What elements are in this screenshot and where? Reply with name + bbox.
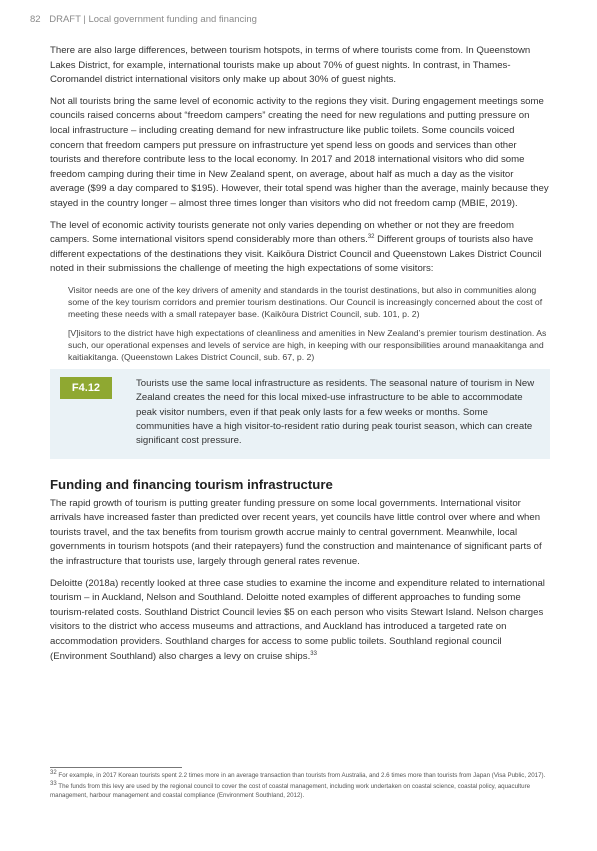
block-quote: [V]isitors to the district have high expectations of cleanliness and amenities in New Zealand’s premier tourism destination. As such, our operational expenses and levels of service are high, in keeping with our responsibilities around manaakitanga and kaitiakitanga. (Queenstown Lakes District Council, sub. 67, p. 2) [68,327,547,362]
running-title: DRAFT | Local government funding and financing [49,14,257,25]
footnote [50,769,550,780]
paragraph [50,577,550,665]
footnote-text: For example, in 2017 Korean tourists spent 2.2 times more in an average transaction than tourists from Australia, and 2.6 times more than tourists from Japan (Visa Public, 2017). [58,772,546,779]
footnotes [50,769,550,803]
finding-label: F4.12 [60,377,112,399]
footnote-ref[interactable]: 32 [367,233,375,240]
footnote-text: The funds from this levy are used by the regional council to cover the cost of coastal management, including work undertaken on coastal science, coastal policy, aquaculture management, harbour management and coastal compliance (Environment Southland, 2012). [50,783,531,799]
finding-text: Tourists use the same local infrastructure as residents. The seasonal nature of tourism in New Zealand creates the need for this local mixed-use infrastructure to be able to accommodate peak visitor numbers, even if that peak only lasts for a few weeks or months. Some communities have a high visitor-to-resident ratio during peak tourist season, which can create significant cost pressure. [136,378,535,447]
footnote-ref[interactable]: 33 [310,650,317,657]
paragraph-text: Deloitte (2018a) recently looked at three case studies to examine the income and expenditure related to international tourism – in Auckland, Nelson and Southland. Deloitte noted examples of different approaches to funding some tourism-related costs. Southland District Council levies $5 on each person who visits Stewart Island. Nelson charges visitors to the district who access museums and attractions, and Auckland has introduced a targeted rate on accommodation providers. Southland charges for access to some public toilets. Southland regional council (Environment Southland) also charges a levy on cruise ships. [50,577,545,662]
page-number: 82 [30,14,41,25]
footnote-number: 33 [50,781,57,788]
paragraph-text: Different groups of tourists also have different expectations of the destinations they visit. Kaikōura District Council and Queenstown Lakes District Council noted in their submissions the challenge of meeting the high expectations of some visitors: [50,234,542,275]
paragraph [50,219,550,277]
footnote-number: 32 [50,769,57,776]
footnote [50,783,550,800]
page-content [50,44,550,671]
running-header [30,14,257,25]
paragraph: There are also large differences, between tourism hotspots, in terms of where tourists come from. In Queenstown Lakes District, for example, international tourists make up about 70% of guest nights. In contrast, in Thames-Coromandel district international visitors only make up about 30% of guest nights. [50,45,531,86]
footnote-divider [50,767,182,768]
paragraph-text: The level of economic activity tourists generate not only varies depending on whether or not they are freedom campers. Some international visitors spend considerably more than others. [50,219,514,246]
finding-box [50,369,550,458]
paragraph: Not all tourists bring the same level of economic activity to the regions they visit. During engagement meetings some councils raised concerns about “freedom campers” creating the need for new regulations and putting pressure on local infrastructure – including creating demand for new infrastructure like public toilets. Some councils voiced concern that freedom campers put pressure on infrastructure yet spend less on goods and services than other tourists and therefore contribute less to the local economy. In 2017 and 2018 international visitors who did some freedom camping during their time in New Zealand spent, on average, about half as much a day as the visitor average ($99 a day compared to $195). However, their total spend was higher than the average, mainly because they stayed in the country longer – almost three times longer than visitors who did not freedom camp (MBIE, 2019). [50,95,549,209]
paragraph: The rapid growth of tourism is putting greater funding pressure on some local governments. International visitor arrivals have increased faster than predicted over recent years, yet councils have little control over where and when tourists travel, and the tax benefits from tourism growth accrue mainly to central government. Meanwhile, local governments in tourism hotspots (and their ratepayers) fund the construction and maintenance of significant parts of the infrastructure that tourists use, largely through general rates revenue. [50,497,542,567]
section-heading: Funding and financing tourism infrastructure [50,476,333,492]
block-quote: Visitor needs are one of the key drivers of amenity and standards in the tourist destinations, but also in communities along some of the key tourism corridors and premier tourism destinations. Our Council is increasingly concerned about the cost of meeting these needs with a small ratepayer base. (Kaikōura District Council, sub. 101, p. 2) [68,284,543,320]
